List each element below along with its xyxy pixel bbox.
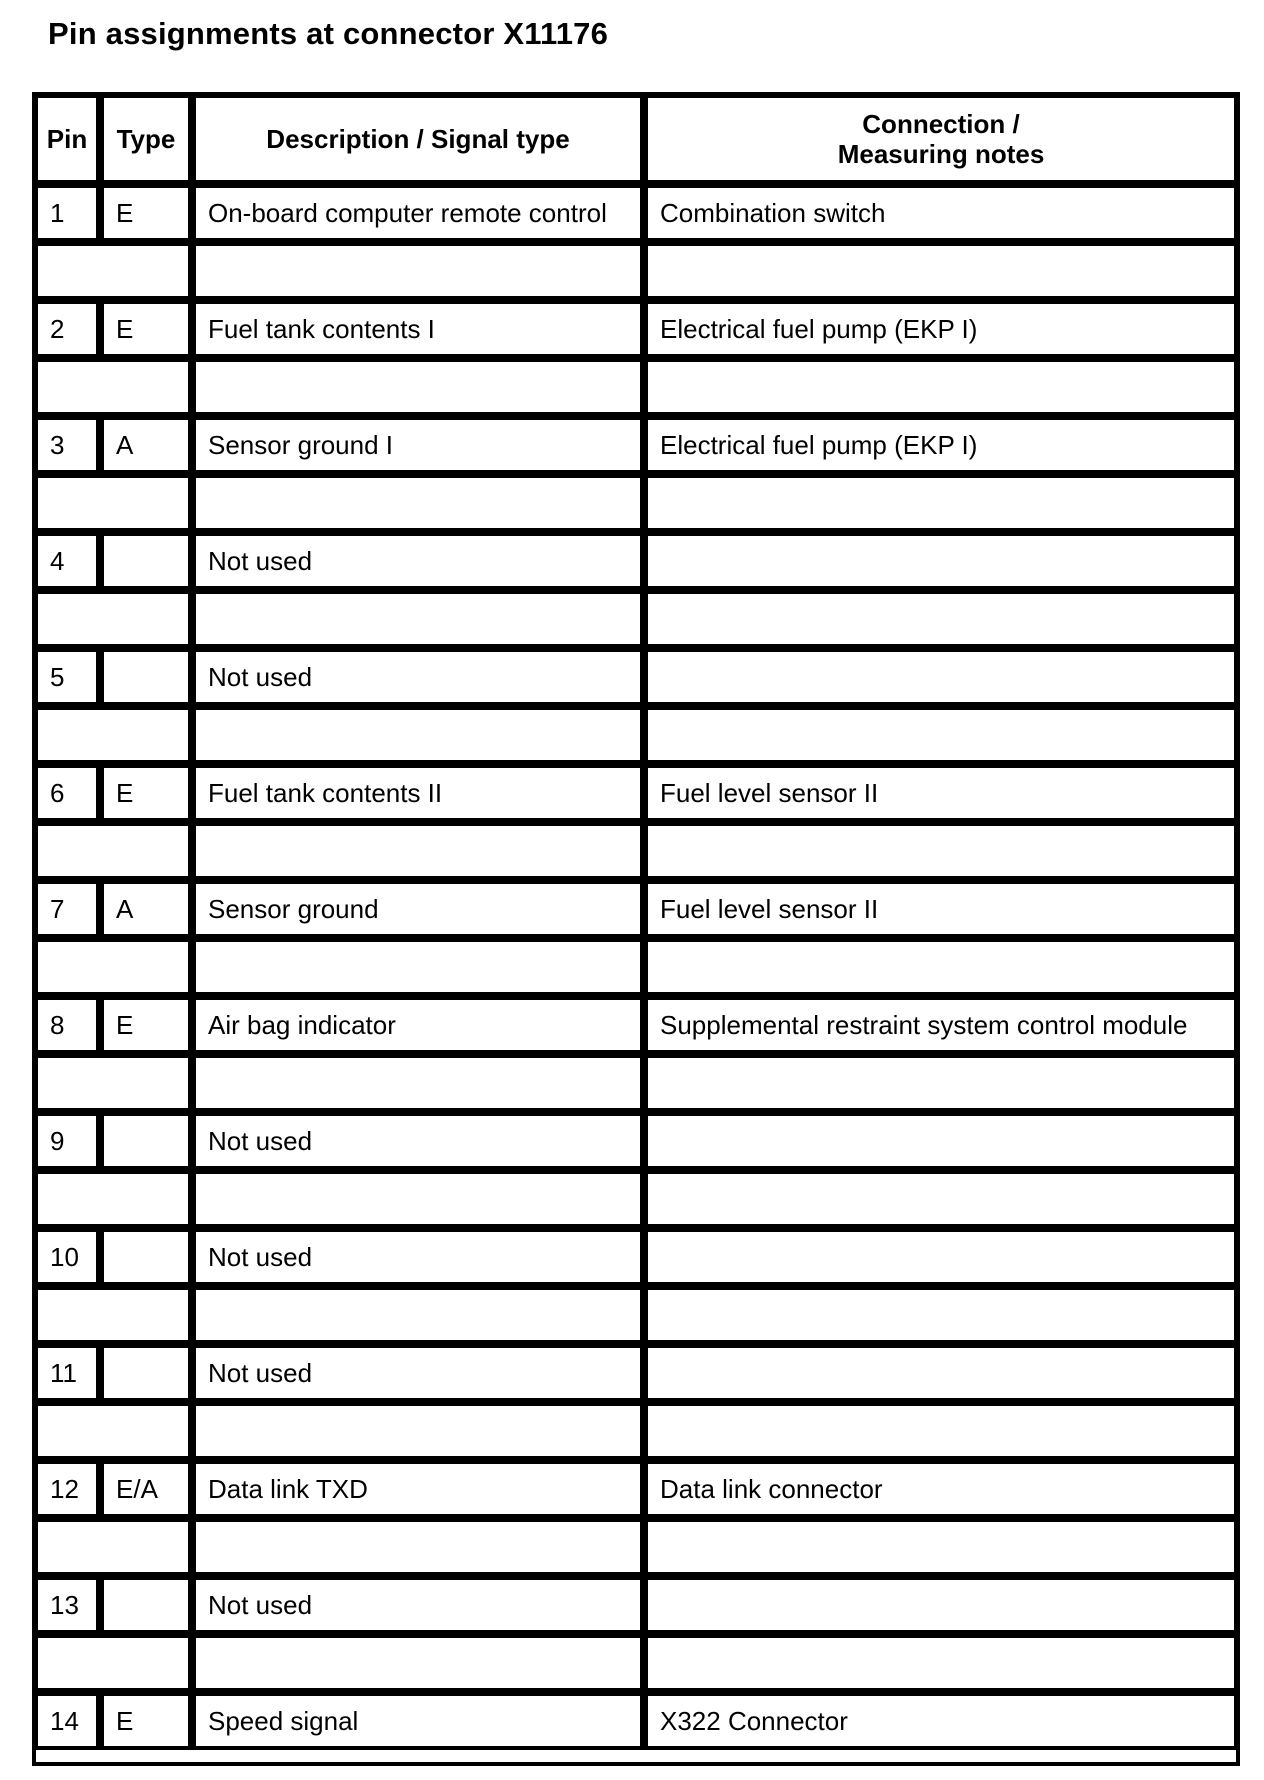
empty-cell [644,1170,1238,1228]
header-connection-line1: Connection / [862,109,1020,139]
description-cell: Not used [192,532,644,590]
pin-cell: 13 [34,1576,100,1634]
spacer-row [34,706,1238,764]
empty-cell [192,938,644,996]
description-cell: Sensor ground I [192,416,644,474]
type-cell: A [100,416,192,474]
type-cell: E [100,1692,192,1750]
header-connection-line2: Measuring notes [837,139,1045,169]
table-row [34,300,1238,358]
empty-cell [192,1634,644,1692]
connection-cell: Combination switch [644,184,1238,242]
spacer-row [34,1518,1238,1576]
pin-cell: 1 [34,184,100,242]
description-cell: Speed signal [192,1692,644,1750]
empty-cell [192,706,644,764]
spacer-row [34,242,1238,300]
type-cell [100,532,192,590]
empty-cell [34,1518,192,1576]
type-cell [100,1344,192,1402]
empty-cell [192,1402,644,1460]
type-cell: E [100,764,192,822]
connection-cell [644,1344,1238,1402]
empty-cell [192,1170,644,1228]
type-cell [100,1228,192,1286]
connection-cell [644,1228,1238,1286]
empty-cell [192,822,644,880]
empty-cell [644,1634,1238,1692]
empty-cell [192,1054,644,1112]
description-cell: On-board computer remote control [192,184,644,242]
pin-cell: 2 [34,300,100,358]
empty-cell [644,1054,1238,1112]
type-cell: E [100,300,192,358]
pin-cell: 10 [34,1228,100,1286]
description-cell: Not used [192,1112,644,1170]
pin-cell: 7 [34,880,100,938]
empty-cell [34,938,192,996]
empty-cell [644,1286,1238,1344]
spacer-row [34,822,1238,880]
pin-cell: 5 [34,648,100,706]
empty-cell [34,242,192,300]
spacer-row [34,1286,1238,1344]
empty-cell [644,822,1238,880]
empty-cell [34,706,192,764]
empty-cell [192,358,644,416]
table-row [34,1344,1238,1402]
table-row [34,1576,1238,1634]
spacer-row [34,358,1238,416]
table-row [34,764,1238,822]
connection-cell: Fuel level sensor II [644,764,1238,822]
description-cell: Not used [192,1344,644,1402]
table-row [34,996,1238,1054]
pin-cell: 3 [34,416,100,474]
connection-cell: Data link connector [644,1460,1238,1518]
description-cell: Not used [192,1576,644,1634]
table-row [34,1228,1238,1286]
spacer-row [34,474,1238,532]
empty-cell [644,242,1238,300]
type-cell [100,648,192,706]
type-cell: E [100,996,192,1054]
header-connection [644,94,1238,184]
spacer-row [34,1402,1238,1460]
table-row [34,184,1238,242]
empty-cell [644,938,1238,996]
connection-cell [644,1112,1238,1170]
table-row [34,532,1238,590]
pin-cell: 12 [34,1460,100,1518]
empty-cell [192,474,644,532]
pin-cell: 8 [34,996,100,1054]
description-cell: Sensor ground [192,880,644,938]
spacer-row [34,590,1238,648]
header-type: Type [100,94,192,184]
table-row [34,416,1238,474]
type-cell [100,1576,192,1634]
table-row [34,1692,1238,1750]
table-row [34,880,1238,938]
empty-cell [34,1054,192,1112]
connection-cell: Electrical fuel pump (EKP I) [644,300,1238,358]
spacer-row [34,1634,1238,1692]
empty-cell [34,1286,192,1344]
description-cell: Air bag indicator [192,996,644,1054]
empty-cell [644,1402,1238,1460]
empty-cell [34,822,192,880]
connection-cell [644,648,1238,706]
pin-cell: 9 [34,1112,100,1170]
empty-cell [644,474,1238,532]
connection-cell: Supplemental restraint system control module [644,996,1238,1054]
empty-cell [644,706,1238,764]
description-cell: Not used [192,1228,644,1286]
empty-cell [34,474,192,532]
table-header-row [34,94,1238,184]
table-row [34,1460,1238,1518]
description-cell: Not used [192,648,644,706]
empty-cell [34,1170,192,1228]
type-cell: A [100,880,192,938]
description-cell: Fuel tank contents II [192,764,644,822]
connection-cell [644,1576,1238,1634]
pin-cell: 6 [34,764,100,822]
empty-cell [644,1518,1238,1576]
type-cell: E/A [100,1460,192,1518]
table-row [34,648,1238,706]
header-pin: Pin [34,94,100,184]
table-body [34,184,1238,1750]
spacer-row [34,1054,1238,1112]
empty-cell [34,1634,192,1692]
empty-cell [644,590,1238,648]
connection-cell [644,532,1238,590]
empty-cell [34,590,192,648]
empty-cell [644,358,1238,416]
spacer-row [34,938,1238,996]
empty-cell [34,358,192,416]
pin-assignment-table [34,94,1238,1750]
description-cell: Data link TXD [192,1460,644,1518]
empty-cell [34,1402,192,1460]
table-row [34,1112,1238,1170]
pin-cell: 14 [34,1692,100,1750]
type-cell: E [100,184,192,242]
spacer-row [34,1170,1238,1228]
connection-cell: X322 Connector [644,1692,1238,1750]
pin-cell: 11 [34,1344,100,1402]
header-description: Description / Signal type [192,94,644,184]
empty-cell [192,1286,644,1344]
empty-cell [192,242,644,300]
empty-cell [192,1518,644,1576]
connection-cell: Electrical fuel pump (EKP I) [644,416,1238,474]
pin-cell: 4 [34,532,100,590]
connection-cell: Fuel level sensor II [644,880,1238,938]
page-title: Pin assignments at connector X11176 [48,16,609,51]
description-cell: Fuel tank contents I [192,300,644,358]
type-cell [100,1112,192,1170]
empty-cell [192,590,644,648]
